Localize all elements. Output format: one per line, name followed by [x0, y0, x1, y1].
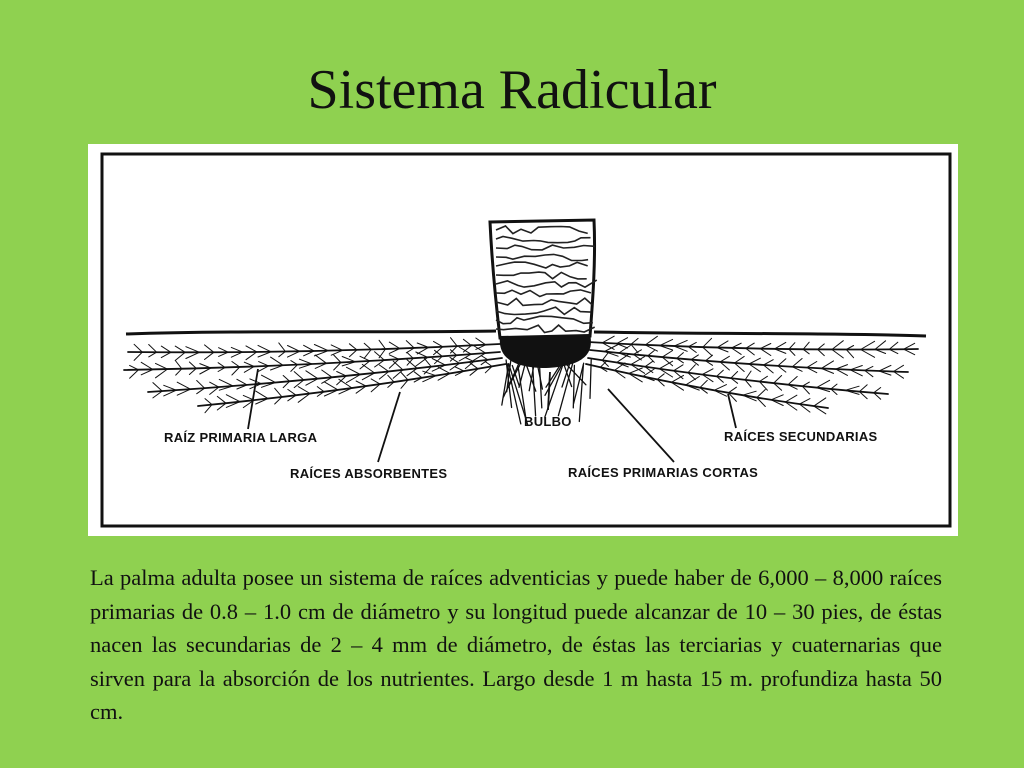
label-long-primary-root: RAÍZ PRIMARIA LARGA [164, 430, 318, 445]
bulb-shape [500, 334, 591, 368]
label-secondary-roots: RAÍCES SECUNDARIAS [724, 429, 878, 444]
description-paragraph: La palma adulta posee un sistema de raíces adventicias y puede haber de 6,000 – 8,000 raíces primarias de 0.8 – 1.0 cm de diámetro y su longitud puede alcanzar de 10 – 30 pies, de éstas nacen las secundarias de 2 – 4 mm de diámetro, de éstas las terciarias y cuaternarias que sirven para la absorción de los nutrientes. Largo desde 1 m hasta 15 m. profundiza hasta 50 cm. [90, 565, 942, 724]
label-absorbent-roots: RAÍCES ABSORBENTES [290, 466, 448, 481]
pointer-absorbent-roots [378, 392, 400, 462]
diagram-canvas [88, 144, 958, 536]
root-system-diagram [88, 144, 958, 536]
label-pointers [248, 369, 736, 462]
pointer-short-primary-roots [608, 389, 674, 462]
label-short-primary-roots: RAÍCES PRIMARIAS CORTAS [568, 465, 759, 480]
slide-title: Sistema Radicular [307, 59, 717, 121]
palm-trunk [490, 220, 597, 338]
label-bulb: BULBO [524, 414, 572, 429]
